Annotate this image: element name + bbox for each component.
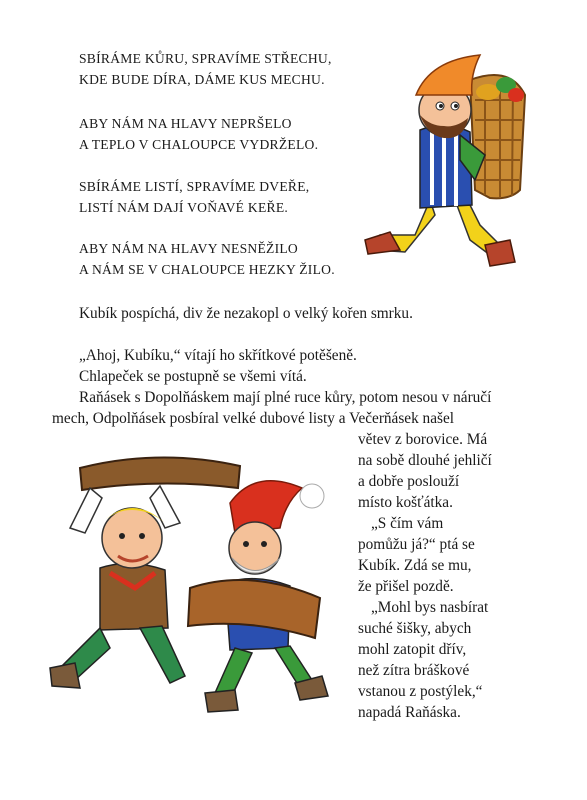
story-line: „Mohl bys nasbírat	[371, 599, 489, 616]
story-line: „Ahoj, Kubíku,“ vítají ho skřítkové potěšeně.	[79, 347, 357, 364]
story-line: než zítra bráškové	[358, 662, 470, 679]
poem-line: A NÁM SE V CHALOUPCE HEZKY ŽILO.	[79, 262, 335, 277]
poem-line: LISTÍ NÁM DAJÍ VOŇAVÉ KEŘE.	[79, 200, 289, 215]
story-line: napadá Raňáska.	[358, 704, 461, 721]
story-line: Chlapeček se postupně se všemi vítá.	[79, 368, 307, 385]
poem-line: A TEPLO V CHALOUPCE VYDRŽELO.	[79, 137, 319, 152]
poem-line: SBÍRÁME KŮRU, SPRAVÍME STŘECHU,	[79, 51, 332, 66]
story-line: že přišel pozdě.	[358, 578, 454, 595]
poem-line: ABY NÁM NA HLAVY NEPRŠELO	[79, 116, 292, 131]
poem-stanza-1	[79, 48, 332, 90]
gnome-right	[188, 481, 328, 712]
story-line: „S čím vám	[371, 515, 444, 532]
basket-icon	[470, 75, 525, 198]
story-line: Kubík. Zdá se mu,	[358, 557, 472, 574]
poem-stanza-2	[79, 113, 318, 155]
gnome-with-basket-illustration	[360, 40, 530, 280]
story-line: Raňásek s Dopolňáskem mají plné ruce kůry, potom nesou v náručí	[79, 389, 492, 406]
gnomes-carrying-bark-illustration	[40, 448, 340, 728]
poem-stanza-4	[79, 238, 335, 280]
poem-line: KDE BUDE DÍRA, DÁME KUS MECHU.	[79, 72, 325, 87]
poem-line: SBÍRÁME LISTÍ, SPRAVÍME DVEŘE,	[79, 179, 310, 194]
story-line: vstanou z postýlek,“	[358, 683, 483, 700]
story-line: mohl zatopit dřív,	[358, 641, 467, 658]
poem-stanza-3	[79, 176, 309, 218]
story-line: větev z borovice. Má	[358, 431, 488, 448]
story-line: suché šišky, abych	[358, 620, 472, 637]
story-line: a dobře poslouží	[358, 473, 460, 490]
gnome-left	[50, 486, 185, 688]
story-line: mech, Odpolňásek posbíral velké dubové listy a Večerňásek našel	[52, 410, 454, 427]
story-line: pomůžu já?“ ptá se	[358, 536, 475, 553]
story-paragraph: Kubík pospíchá, div že nezakopl o velký kořen smrku.	[79, 305, 413, 322]
story-line: na sobě dlouhé jehličí	[358, 452, 492, 469]
poem-line: ABY NÁM NA HLAVY NESNĚŽILO	[79, 241, 298, 256]
story-line: místo košťátka.	[358, 494, 453, 511]
